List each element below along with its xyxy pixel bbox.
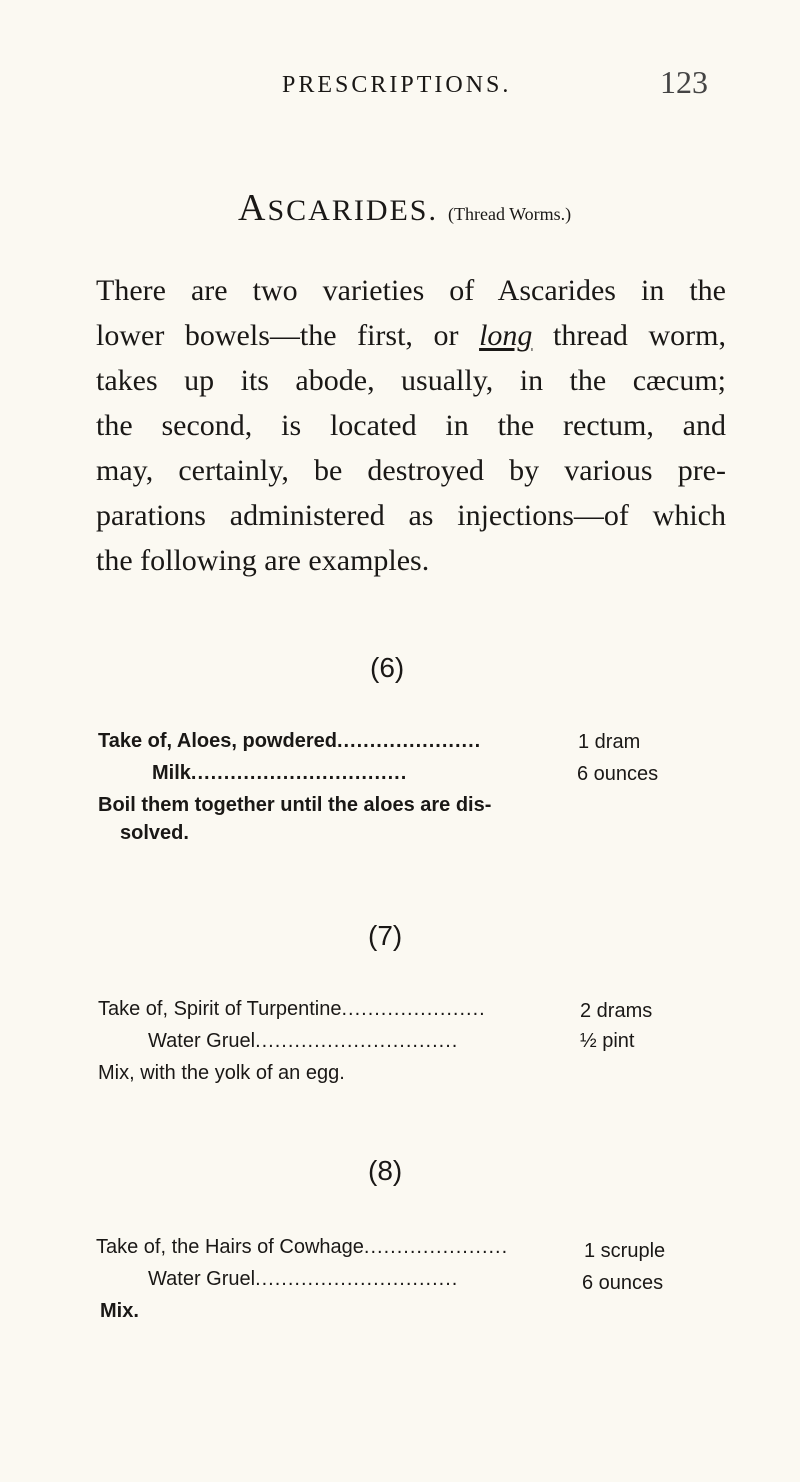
leader-dots: ............................... — [255, 1268, 459, 1290]
intro-line: takes up its abode, usually, in the cæcum; — [96, 364, 726, 397]
ingredient-name: Water Gruel — [148, 1268, 256, 1290]
ingredient-name: Water Gruel — [148, 1030, 256, 1052]
section-subtitle: (Thread Worms.) — [448, 204, 572, 224]
prescription-ingredient — [148, 1030, 458, 1053]
ingredient-quantity: 6 ounces — [577, 763, 659, 785]
section-title — [238, 186, 571, 230]
ingredient-quantity: 2 drams — [580, 1000, 653, 1022]
prescription-instruction: Mix, with the yolk of an egg. — [98, 1062, 345, 1084]
leader-dots: ................................. — [190, 762, 408, 784]
prescription-number: (8) — [368, 1155, 403, 1186]
prescription-instruction: Boil them together until the aloes are dis- — [98, 794, 492, 816]
section-title-rest: SCARIDES. — [267, 194, 438, 227]
intro-text: lower bowels—the first, or — [96, 319, 480, 352]
prescription-ingredient — [148, 1268, 458, 1291]
intro-italic-word: long — [479, 319, 533, 352]
ingredient-quantity: 6 ounces — [582, 1272, 664, 1294]
intro-line: parations administered as injections—of which — [96, 499, 726, 532]
page-number: 123 — [660, 64, 708, 100]
leader-dots: ...................... — [336, 730, 482, 752]
prescription-number: (7) — [368, 920, 403, 951]
intro-text: thread worm, — [532, 319, 726, 352]
prescription-instruction: solved. — [120, 822, 189, 844]
intro-line — [96, 313, 726, 358]
prescription-ingredient — [152, 762, 407, 785]
ingredient-quantity: ½ pint — [580, 1030, 635, 1052]
ingredient-quantity: 1 dram — [578, 731, 641, 753]
prescription-ingredient — [98, 998, 486, 1021]
prescription-number: (6) — [370, 652, 405, 683]
prescription-instruction: Mix. — [100, 1300, 139, 1322]
prescription-ingredient — [98, 730, 481, 753]
ingredient-name: Take of, Spirit of Turpentine — [98, 998, 342, 1020]
intro-line: the following are examples. — [96, 544, 430, 577]
prescription-ingredient — [96, 1236, 508, 1259]
running-title: PRESCRIPTIONS. — [282, 72, 512, 98]
intro-line: may, certainly, be destroyed by various pre- — [96, 454, 726, 487]
section-title-initial: A — [238, 187, 268, 229]
ingredient-name: Milk — [152, 762, 191, 784]
ingredient-name: Take of, Aloes, powdered — [98, 730, 337, 752]
intro-line: There are two varieties of Ascarides in the — [96, 274, 726, 307]
leader-dots: ...................... — [341, 998, 486, 1020]
ingredient-quantity: 1 scruple — [584, 1240, 666, 1262]
intro-line: the second, is located in the rectum, and — [96, 409, 726, 442]
intro-paragraph — [96, 268, 726, 583]
ingredient-name: Take of, the Hairs of Cowhage — [96, 1236, 364, 1258]
leader-dots: ...................... — [363, 1236, 509, 1258]
leader-dots: ............................... — [255, 1030, 459, 1052]
